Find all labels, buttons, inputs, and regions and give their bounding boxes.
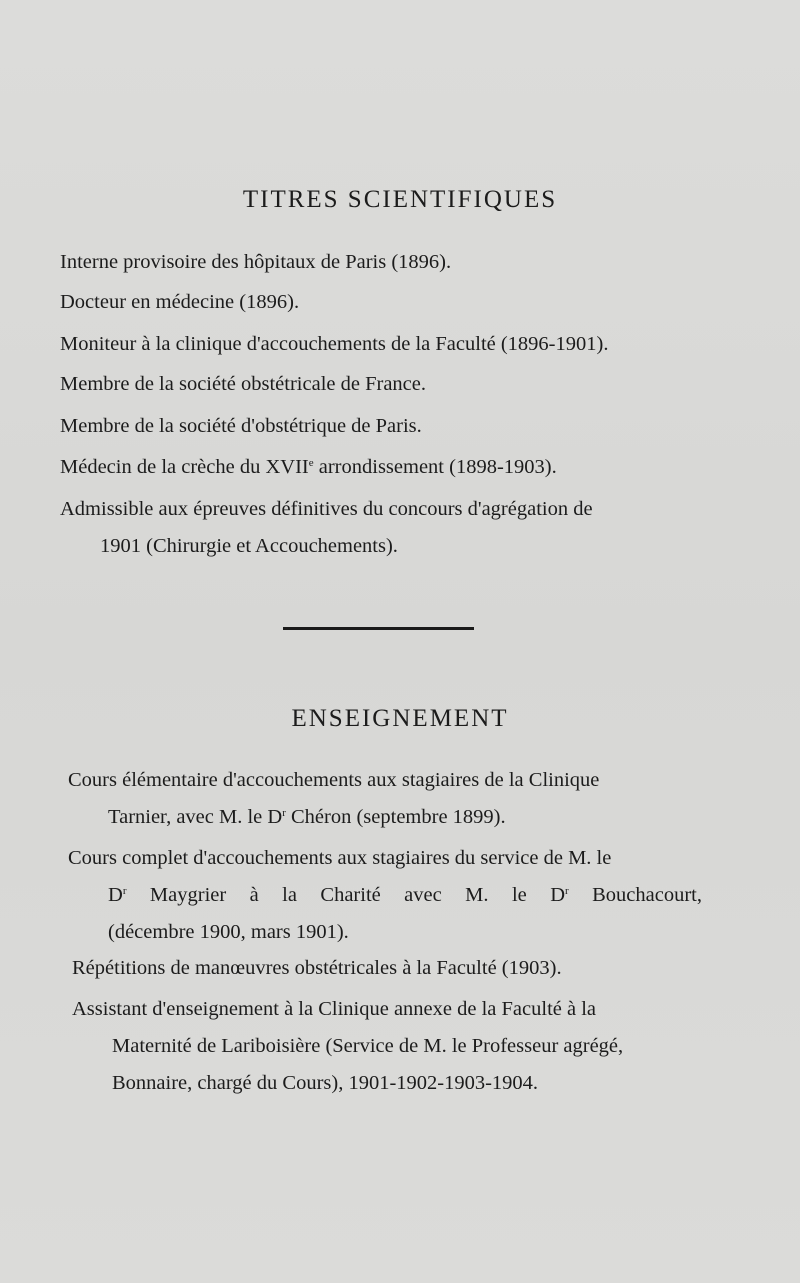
enseignement-item-text: Assistant d'enseignement à la Clinique annexe de la Faculté à la [72,998,597,1020]
enseignement-item-continuation: Bonnaire, chargé du Cours), 1901-1902-1903-1904. [112,1072,539,1094]
titre-item: Interne provisoire des hôpitaux de Paris (1896). [60,251,452,273]
enseignement-item-continuation: (décembre 1900, mars 1901). [108,921,349,943]
titre-item [60,491,700,565]
enseignement-item [72,991,704,1102]
enseignement-item-text: Cours complet d'accouchements aux stagiaires du service de M. le [68,847,612,869]
superscript: r [122,885,127,897]
text-run: D [108,884,123,906]
superscript: r [565,885,569,897]
enseignement-item-continuation: Maternité de Lariboisière (Service de M. le Professeur agrégé, [112,1035,624,1057]
enseignement-item: Répétitions de manœuvres obstétricales à la Faculté (1903). [72,957,562,979]
titre-item-text: Admissible aux épreuves définitives du concours d'agrégation de [60,498,593,520]
titre-item-continuation: 1901 (Chirurgie et Accouchements). [100,535,398,557]
text-run: Maygrier à la Charité avec M. le D [126,884,566,906]
titre-item: Docteur en médecine (1896). [60,291,300,313]
section-divider [283,627,474,630]
enseignement-item [68,762,702,836]
titre-item-text: Médecin de la crèche du XVII [60,456,309,478]
superscript: r [282,807,286,819]
enseignement-item-continuation [68,877,702,914]
titre-item: Membre de la société d'obstétrique de Paris. [60,415,422,437]
superscript: e [308,457,314,469]
enseignement-item-text: Cours élémentaire d'accouchements aux stagiaires de la Clinique [68,769,600,791]
enseignement-item-continuation [68,799,702,836]
titre-item: Membre de la société obstétricale de France. [60,373,426,395]
titre-item: Moniteur à la clinique d'accouchements de la Faculté (1896-1901). [60,333,609,355]
text-run: Bouchacourt, [568,884,702,906]
titre-item-text: arrondissement (1898-1903). [313,456,557,478]
section-heading-titres: TITRES SCIENTIFIQUES [242,186,558,213]
text-run: Tarnier, avec M. le D [108,806,283,828]
titre-item [60,449,700,486]
section-heading-enseignement: ENSEIGNEMENT [291,705,509,732]
enseignement-item [68,840,702,951]
text-run: Chéron (septembre 1899). [285,806,506,828]
